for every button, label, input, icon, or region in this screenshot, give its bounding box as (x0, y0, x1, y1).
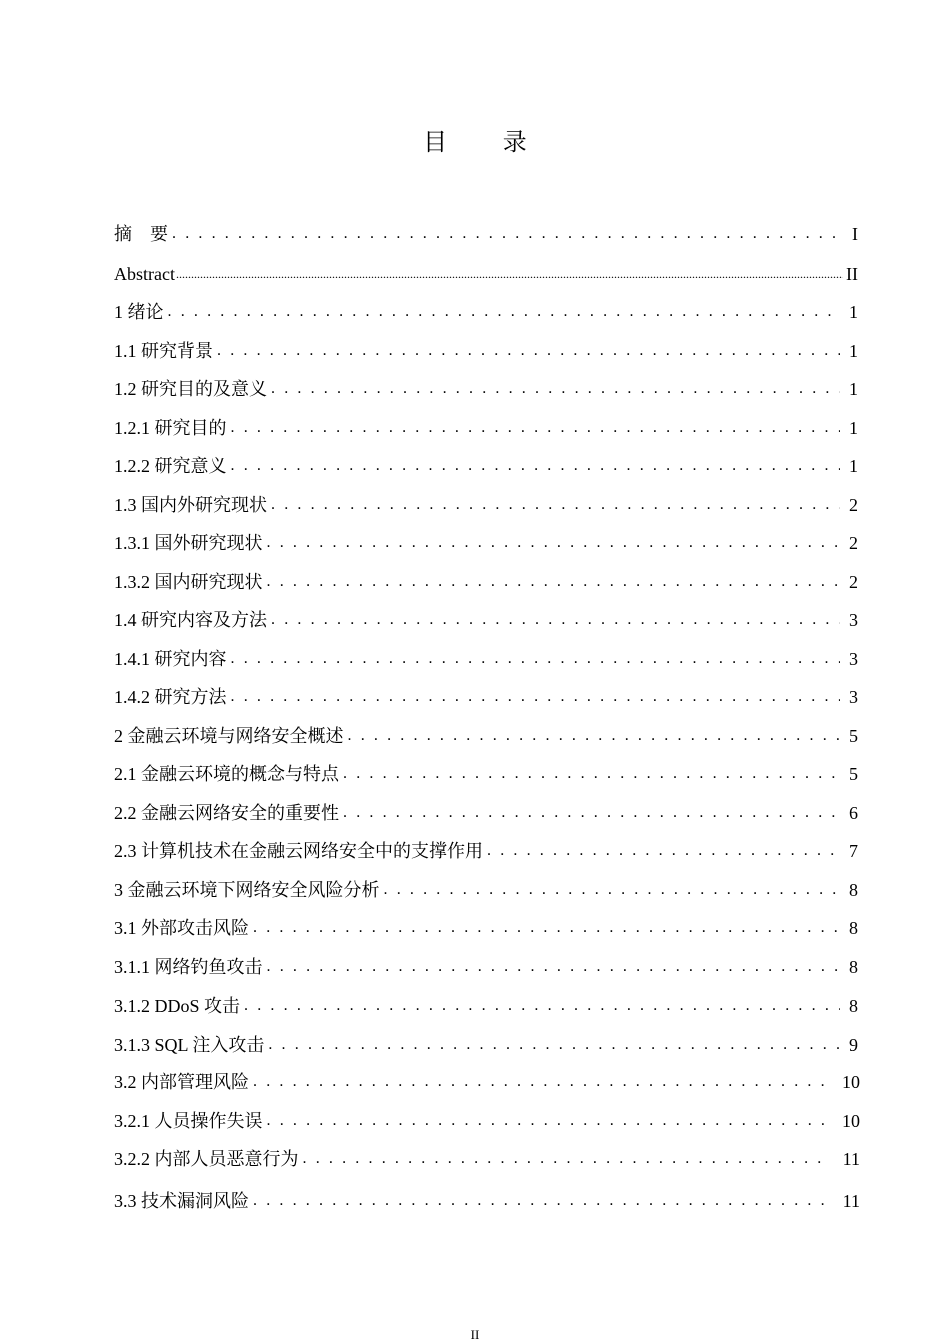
toc-entry-label: 2 金融云环境与网络安全概述 (114, 726, 344, 746)
toc-entry-page: 5 (849, 726, 858, 746)
toc-entry-page: 1 (849, 302, 858, 322)
toc-leader-dots (172, 222, 840, 246)
toc-entry-page: 11 (842, 1149, 860, 1169)
toc-leader-dots (271, 493, 840, 517)
toc-entry-label: 3.2.2 内部人员恶意行为 (114, 1149, 299, 1169)
toc-entry[interactable] (114, 1070, 860, 1094)
toc-entry-page: 8 (849, 880, 858, 900)
toc-entry-label: 1.2 研究目的及意义 (114, 379, 267, 399)
toc-leader-dots (343, 762, 840, 786)
toc-leader-dots (168, 300, 841, 324)
toc-entry-label: 3.1 外部攻击风险 (114, 918, 249, 938)
toc-leader-dots (253, 916, 840, 940)
toc-leader-dots (271, 608, 840, 632)
toc-entry-label: 3 金融云环境下网络安全风险分析 (114, 880, 380, 900)
toc-entry-page: 3 (849, 610, 858, 630)
toc-entry[interactable] (114, 300, 860, 324)
toc-entry[interactable] (114, 801, 860, 825)
toc-entry[interactable] (114, 1189, 860, 1213)
toc-leader-dots (271, 377, 840, 401)
toc-entry-label: 1 绪论 (114, 302, 164, 322)
toc-entry-label: 1.3.2 国内研究现状 (114, 572, 263, 592)
toc-leader-dots (487, 839, 840, 863)
toc-entry[interactable] (114, 493, 860, 517)
toc-entry[interactable] (114, 994, 860, 1018)
page-title: 目 录 (423, 128, 551, 156)
toc-leader-dots (343, 801, 840, 825)
toc-leader-dots (267, 955, 841, 979)
toc-entry-page: 9 (849, 1035, 858, 1055)
toc-entry[interactable] (114, 1033, 860, 1057)
toc-entry-label: 1.3 国内外研究现状 (114, 495, 267, 515)
toc-entry-page: 8 (849, 918, 858, 938)
toc-entry-label: 3.2 内部管理风险 (114, 1072, 249, 1092)
toc-leader-dots (217, 339, 840, 363)
toc-entry[interactable] (114, 955, 860, 979)
toc-entry[interactable] (114, 570, 860, 594)
toc-entry-page: 8 (849, 996, 858, 1016)
toc-entry-page: 2 (849, 495, 858, 515)
toc-entry[interactable] (114, 454, 860, 478)
toc-entry-label: 3.1.3 SQL 注入攻击 (114, 1035, 265, 1055)
toc-leader-dots (267, 531, 841, 555)
toc-entry-page: 6 (849, 803, 858, 823)
toc-leader-dots (384, 878, 841, 902)
toc-entry[interactable] (114, 1109, 860, 1133)
toc-entry-label: 1.1 研究背景 (114, 341, 213, 361)
toc-entry[interactable] (114, 531, 860, 555)
toc-entry-page: 3 (849, 687, 858, 707)
toc-entry-label: Abstract (114, 264, 175, 284)
toc-entry-page: 8 (849, 957, 858, 977)
toc-leader-dots (267, 1109, 827, 1133)
toc-entry-page: 1 (849, 456, 858, 476)
toc-leader-dots (176, 262, 843, 286)
toc-leader-dots (231, 647, 841, 671)
toc-entry[interactable] (114, 878, 860, 902)
page-number-footer: II (470, 1327, 480, 1342)
toc-entry[interactable] (114, 339, 860, 363)
toc-leader-dots (268, 1033, 840, 1057)
toc-leader-dots (253, 1189, 826, 1213)
toc-entry-page: I (852, 224, 858, 244)
toc-leader-dots (231, 416, 841, 440)
toc-entry[interactable] (114, 724, 860, 748)
toc-entry[interactable] (114, 416, 860, 440)
toc-entry-label: 1.3.1 国外研究现状 (114, 533, 263, 553)
toc-entry-label: 1.2.1 研究目的 (114, 418, 227, 438)
toc-entry[interactable] (114, 1147, 860, 1171)
toc-entry[interactable] (114, 685, 860, 709)
toc-entry-label: 3.2.1 人员操作失误 (114, 1111, 263, 1131)
toc-entry-page: 1 (849, 418, 858, 438)
toc-entry-page: 7 (849, 841, 858, 861)
toc-entry-label: 2.1 金融云环境的概念与特点 (114, 764, 339, 784)
toc-leader-dots (303, 1147, 827, 1171)
toc-entry-label: 1.2.2 研究意义 (114, 456, 227, 476)
toc-entry-page: 3 (849, 649, 858, 669)
toc-entry-page: 11 (842, 1191, 860, 1211)
toc-leader-dots (231, 685, 841, 709)
toc-entry-page: 2 (849, 533, 858, 553)
toc-leader-dots (348, 724, 841, 748)
toc-entry-label: 2.3 计算机技术在金融云网络安全中的支撑作用 (114, 841, 483, 861)
toc-entry-label: 摘 要 (114, 224, 168, 244)
toc-entry[interactable] (114, 839, 860, 863)
toc-entry-page: 10 (842, 1072, 860, 1092)
toc-entry-page: 1 (849, 379, 858, 399)
toc-entry[interactable] (114, 647, 860, 671)
toc-entry[interactable] (114, 608, 860, 632)
toc-entry-page: 2 (849, 572, 858, 592)
toc-entry-label: 1.4.1 研究内容 (114, 649, 227, 669)
toc-entry-label: 2.2 金融云网络安全的重要性 (114, 803, 339, 823)
toc-entry[interactable] (114, 262, 860, 286)
toc-entry-label: 1.4 研究内容及方法 (114, 610, 267, 630)
toc-entry[interactable] (114, 762, 860, 786)
toc-entry-label: 3.1.1 网络钓鱼攻击 (114, 957, 263, 977)
toc-entry-label: 1.4.2 研究方法 (114, 687, 227, 707)
toc-entry-label: 3.3 技术漏洞风险 (114, 1191, 249, 1211)
toc-leader-dots (267, 570, 841, 594)
toc-entry-page: 10 (842, 1111, 860, 1131)
toc-leader-dots (231, 454, 841, 478)
toc-leader-dots (253, 1070, 826, 1094)
toc-entry-page: 5 (849, 764, 858, 784)
toc-entry[interactable] (114, 377, 860, 401)
toc-entry-page: 1 (849, 341, 858, 361)
toc-entry[interactable] (114, 916, 860, 940)
toc-entry-page: II (846, 264, 858, 284)
toc-entry[interactable] (114, 222, 860, 246)
toc-leader-dots (244, 994, 840, 1018)
toc-entry-label: 3.1.2 DDoS 攻击 (114, 996, 241, 1016)
